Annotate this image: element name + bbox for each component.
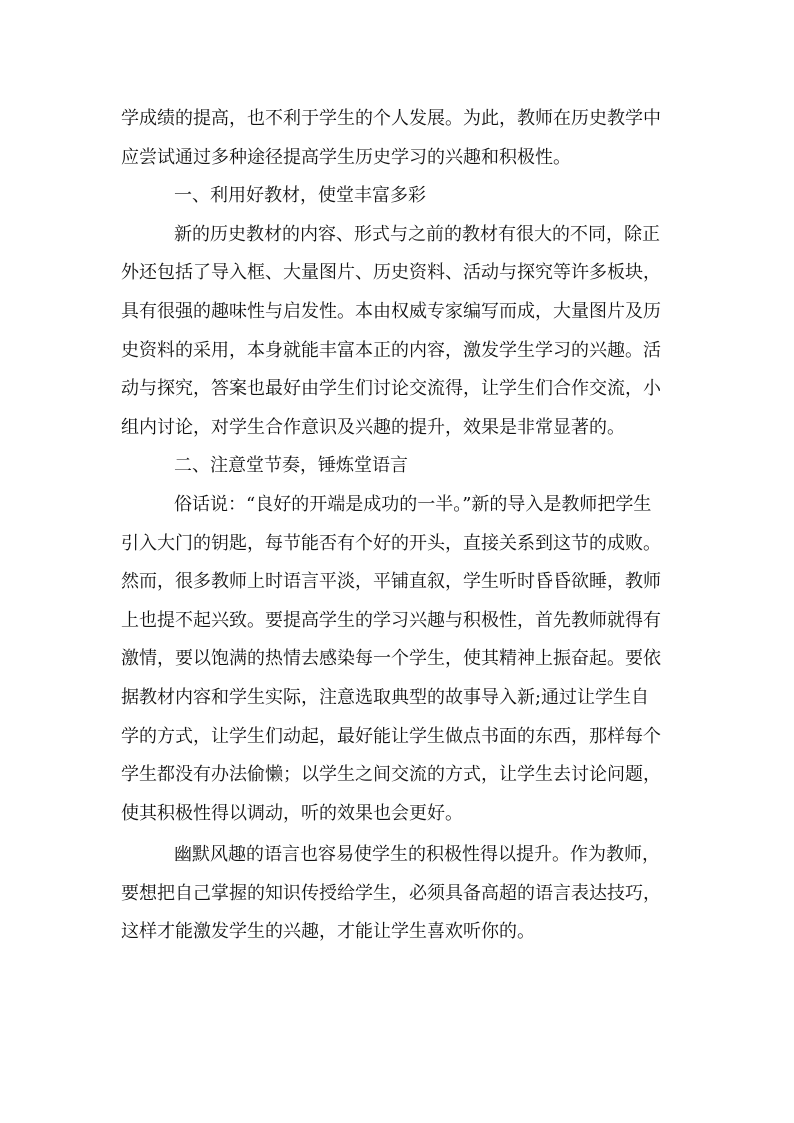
text-line: 应尝试通过多种途径提高学生历史学习的兴趣和积极性。 [121, 146, 571, 168]
section-heading: 二、注意堂节奏，锤炼堂语言 [174, 455, 408, 477]
text-line: 组内讨论，对学生合作意识及兴趣的提升，效果是非常显著的。 [121, 416, 625, 438]
text-line: 学生都没有办法偷懒；以学生之间交流的方式，让学生去讨论问题， [121, 764, 661, 786]
text-line: 激情，要以饱满的热情去感染每一个学生，使其精神上振奋起。要依 [121, 648, 661, 670]
text-line: 要想把自己掌握的知识传授给学生，必须具备高超的语言表达技巧， [121, 882, 661, 904]
text-line: 据教材内容和学生实际，注意选取典型的故事导入新;通过让学生自 [121, 686, 650, 708]
text-line: 上也提不起兴致。要提高学生的学习兴趣与积极性，首先教师就得有 [121, 609, 661, 631]
text-line: 学成绩的提高，也不利于学生的个人发展。为此，教师在历史教学中 [121, 108, 661, 129]
text-line: 幽默风趣的语言也容易使学生的积极性得以提升。作为教师， [174, 844, 660, 866]
text-line: 学的方式，让学生们动起，最好能让学生做点书面的东西，那样每个 [121, 725, 661, 747]
text-line: 动与探究，答案也最好由学生们讨论交流得，让学生们合作交流，小 [121, 378, 661, 400]
section-heading: 一、利用好教材，使堂丰富多彩 [174, 185, 426, 207]
text-line: 然而，很多教师上时语言平淡，平铺直叙，学生听时昏昏欲睡，教师 [121, 571, 661, 593]
text-line: 外还包括了导入框、大量图片、历史资料、活动与探究等许多板块， [121, 262, 661, 284]
text-line: 史资料的采用，本身就能丰富本正的内容，激发学生学习的兴趣。活 [121, 339, 661, 361]
text-line: 俗话说：“良好的开端是成功的一半。”新的导入是教师把学生 [174, 493, 652, 515]
text-line: 这样才能激发学生的兴趣，才能让学生喜欢听你的。 [121, 921, 535, 943]
text-line: 使其积极性得以调动，听的效果也会更好。 [121, 802, 463, 824]
text-line: 新的历史教材的内容、形式与之前的教材有很大的不同，除正 [174, 223, 660, 245]
text-line: 具有很强的趣味性与启发性。本由权威专家编写而成，大量图片及历 [121, 300, 661, 322]
body-text [121, 100, 681, 952]
text-line: 引入大门的钥匙，每节能否有个好的开头，直接关系到这节的成败。 [121, 532, 661, 554]
